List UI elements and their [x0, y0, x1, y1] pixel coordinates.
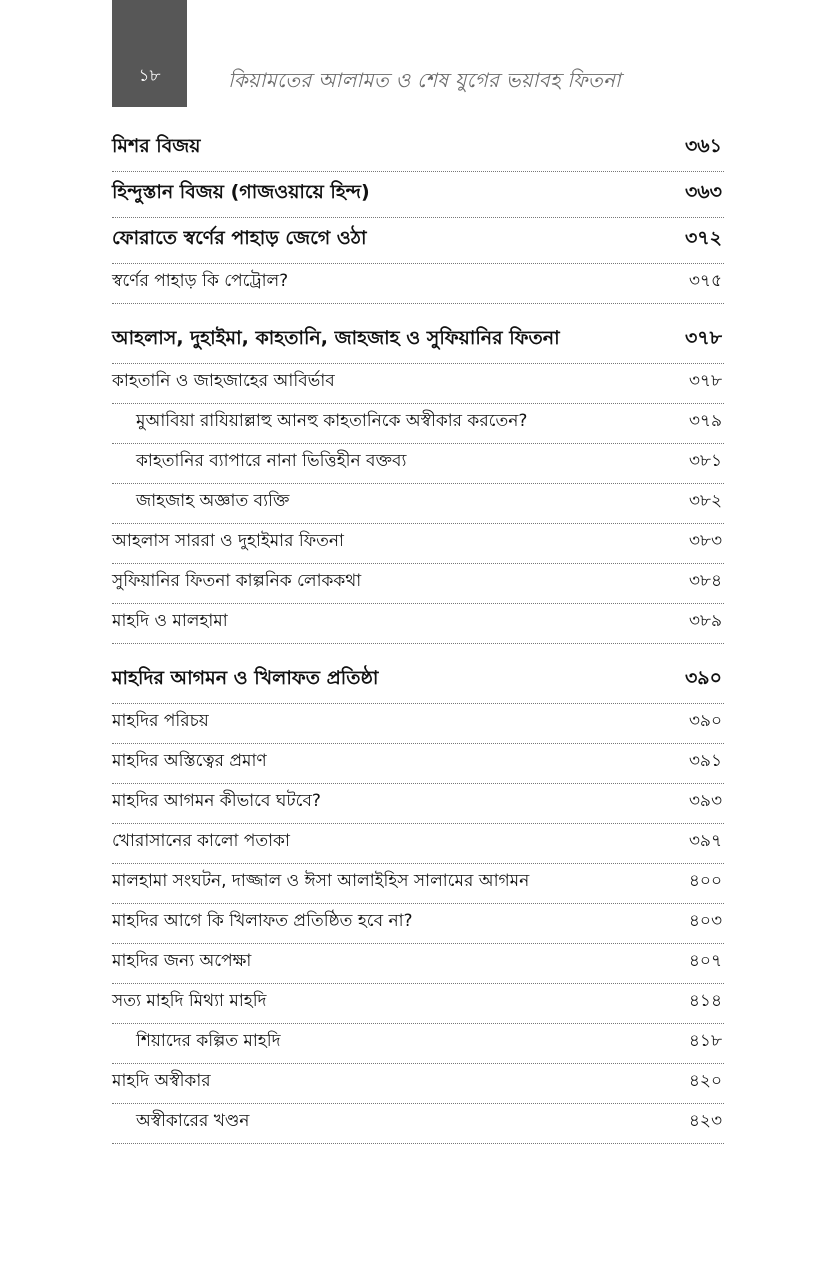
toc-entry-page: ৪০৩ [688, 911, 722, 931]
toc-entry-page: ৩৯৭ [688, 831, 722, 851]
toc-entry-sub[interactable] [112, 1104, 724, 1144]
toc-entry-title: অস্বীকারের খণ্ডন [136, 1111, 250, 1131]
toc-entry[interactable] [112, 704, 724, 744]
toc-entry-page: ৩৭৫ [688, 271, 722, 291]
toc-entry-page: ৩৮২ [688, 491, 722, 511]
toc-entry-title: মাহদির আগে কি খিলাফত প্রতিষ্ঠিত হবে না? [112, 911, 413, 931]
toc-entry-title: কাহতানি ও জাহজাহের আবির্ভাব [112, 371, 335, 391]
toc-entry[interactable] [112, 564, 724, 604]
toc-entry-title: মাহদির আগমন কীভাবে ঘটবে? [112, 791, 321, 811]
toc-entry-title: মুআবিয়া রাযিয়াল্লাহু আনহু কাহতানিকে অস্বীকার করতেন? [136, 411, 528, 431]
toc-entry-page: ৩৬৩ [684, 181, 722, 203]
toc-entry-title: আহলাস সাররা ও দুহাইমার ফিতনা [112, 531, 344, 551]
toc-entry-page: ৩৮৪ [688, 571, 722, 591]
toc-entry[interactable] [112, 364, 724, 404]
toc-entry-title: সুফিয়ানির ফিতনা কাল্পনিক লোককথা [112, 571, 362, 591]
toc-entry-page: ৩৯০ [688, 711, 722, 731]
toc-entry[interactable] [112, 784, 724, 824]
toc-entry-page: ৩৯৩ [688, 791, 722, 811]
toc-entry-title: মাহদি অস্বীকার [112, 1071, 211, 1091]
toc-entry-page: ৩৯০ [684, 667, 722, 689]
toc-entry[interactable] [112, 984, 724, 1024]
toc-entry-page: ৩৯১ [688, 751, 722, 771]
toc-entry-title: কাহতানির ব্যাপারে নানা ভিত্তিহীন বক্তব্য [136, 451, 407, 471]
toc-entry-chapter[interactable] [112, 658, 724, 704]
toc-entry[interactable] [112, 944, 724, 984]
toc-entry-page: ৩৬১ [684, 135, 722, 157]
toc-entry-title: সত্য মাহদি মিথ্যা মাহদি [112, 991, 267, 1011]
toc-entry-title: জাহজাহ অজ্ঞাত ব্যক্তি [136, 491, 290, 511]
toc-entry-chapter[interactable] [112, 126, 724, 172]
toc-entry-page: ৪১৮ [688, 1031, 722, 1051]
toc-entry-title: স্বর্ণের পাহাড় কি পেট্রোল? [112, 271, 289, 291]
toc-entry-chapter[interactable] [112, 172, 724, 218]
toc-entry-chapter[interactable] [112, 218, 724, 264]
toc-entry-title: আহলাস, দুহাইমা, কাহতানি, জাহজাহ ও সুফিয়ানির ফিতনা [112, 327, 560, 349]
running-title: কিয়ামতের আলামত ও শেষ যুগের ভয়াবহ ফিতনা [228, 68, 621, 92]
toc-entry-title: মালহামা সংঘটন, দাজ্জাল ও ঈসা আলাইহিস সালামের আগমন [112, 871, 530, 891]
toc-entry[interactable] [112, 264, 724, 304]
toc-entry-sub[interactable] [112, 404, 724, 444]
toc-entry-title: শিয়াদের কল্পিত মাহদি [136, 1031, 281, 1051]
toc-entry-page: ৪২৩ [688, 1111, 722, 1131]
toc-entry[interactable] [112, 524, 724, 564]
toc-entry[interactable] [112, 824, 724, 864]
toc-entry-page: ৪১৪ [688, 991, 722, 1011]
toc-entry-title: হিন্দুস্তান বিজয় (গাজওয়ায়ে হিন্দ) [112, 181, 370, 203]
toc-entry-page: ৩৭২ [684, 227, 722, 249]
toc-entry-title: মাহদির অস্তিত্বের প্রমাণ [112, 751, 267, 771]
toc-entry-sub[interactable] [112, 444, 724, 484]
toc-entry[interactable] [112, 1064, 724, 1104]
page-number-tab [112, 0, 187, 107]
toc-entry-page: ৩৭৮ [688, 371, 722, 391]
toc-entry-sub[interactable] [112, 1024, 724, 1064]
toc-entry[interactable] [112, 864, 724, 904]
toc-entry[interactable] [112, 904, 724, 944]
toc-entry-title: ফোরাতে স্বর্ণের পাহাড় জেগে ওঠা [112, 227, 367, 249]
toc-entry-title: মাহদির পরিচয় [112, 711, 209, 731]
toc-entry-title: খোরাসানের কালো পতাকা [112, 831, 290, 851]
toc-entry-sub[interactable] [112, 484, 724, 524]
toc-entry[interactable] [112, 604, 724, 644]
toc-entry-title: মাহদি ও মালহামা [112, 611, 228, 631]
toc-entry-page: ৩৮১ [688, 451, 722, 471]
toc-entry[interactable] [112, 744, 724, 784]
toc-entry-chapter[interactable] [112, 318, 724, 364]
toc-entry-title: মিশর বিজয় [112, 135, 201, 157]
toc-entry-page: ৪০০ [688, 871, 722, 891]
toc-entry-title: মাহদির আগমন ও খিলাফত প্রতিষ্ঠা [112, 667, 379, 689]
toc-entry-page: ৩৮৩ [688, 531, 722, 551]
toc-entry-page: ৩৭৯ [688, 411, 722, 431]
toc-entry-page: ৩৭৮ [684, 327, 722, 349]
table-of-contents [112, 126, 724, 1144]
page-number: ১৮ [138, 66, 161, 86]
toc-entry-page: ৩৮৯ [688, 611, 722, 631]
toc-entry-page: ৪২০ [688, 1071, 722, 1091]
toc-entry-title: মাহদির জন্য অপেক্ষা [112, 951, 252, 971]
toc-entry-page: ৪০৭ [688, 951, 722, 971]
